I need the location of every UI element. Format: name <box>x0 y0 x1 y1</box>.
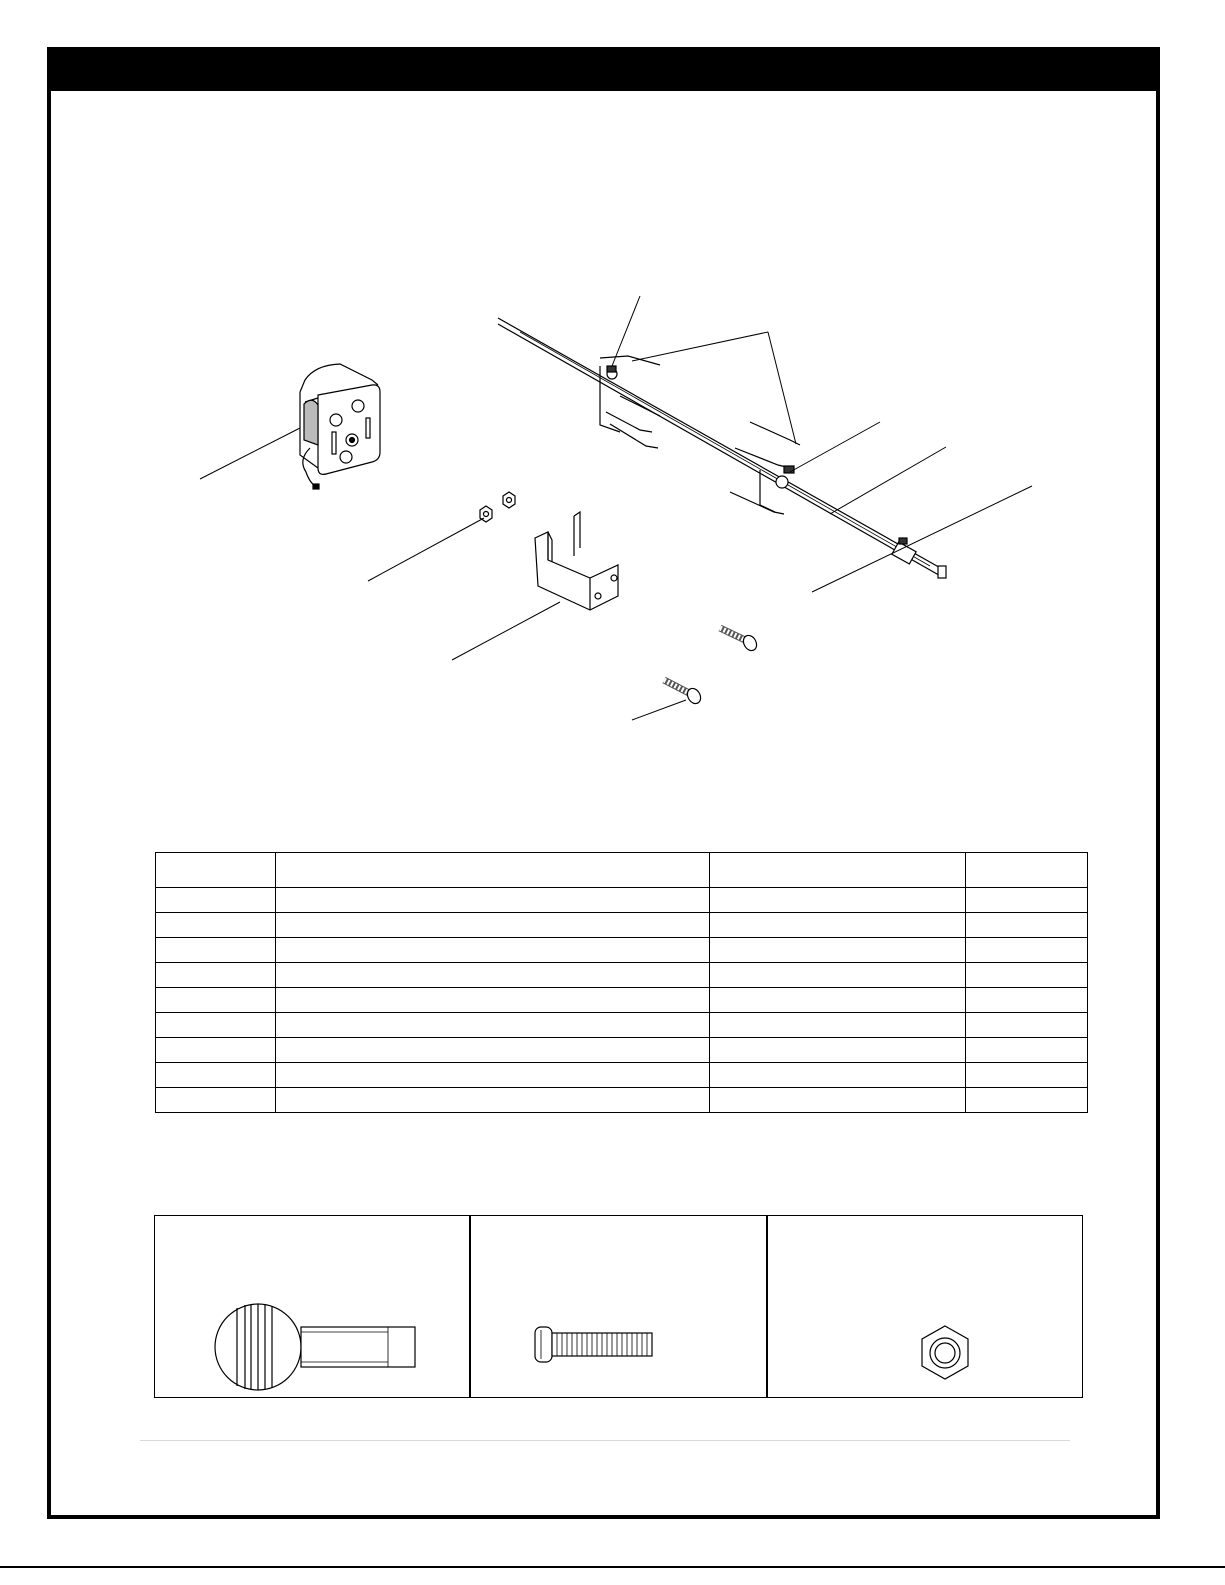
table-header-row <box>156 853 1088 888</box>
table-cell <box>156 1013 276 1038</box>
table-cell <box>156 988 276 1013</box>
table-row <box>156 988 1088 1013</box>
table-cell <box>276 913 710 938</box>
parts-list-table <box>155 852 1088 1113</box>
footer-rule <box>140 1440 1070 1441</box>
table-cell <box>966 1013 1088 1038</box>
table-cell <box>156 913 276 938</box>
table-cell <box>966 1038 1088 1063</box>
hex-nut-icon <box>922 1326 968 1379</box>
bottom-rule <box>0 1566 1225 1568</box>
table-cell <box>156 1038 276 1063</box>
table-row <box>156 938 1088 963</box>
table-row <box>156 1063 1088 1088</box>
header-cell <box>710 853 966 888</box>
meat-fork-icon <box>730 422 800 514</box>
table-cell <box>156 888 276 913</box>
table-row <box>156 1088 1088 1113</box>
hardware-pack-box <box>154 1215 1083 1398</box>
table-cell <box>276 988 710 1013</box>
table-cell <box>156 963 276 988</box>
header-cell <box>276 853 710 888</box>
table-row <box>156 888 1088 913</box>
table-cell <box>156 1063 276 1088</box>
table-cell <box>710 1088 966 1113</box>
table-cell <box>966 938 1088 963</box>
meat-fork-icon <box>600 356 660 448</box>
table-cell <box>710 1013 966 1038</box>
table-cell <box>710 1063 966 1088</box>
table-cell <box>966 963 1088 988</box>
table-cell <box>710 913 966 938</box>
table-row <box>156 963 1088 988</box>
table-cell <box>276 1063 710 1088</box>
header-cell <box>966 853 1088 888</box>
table-cell <box>710 1038 966 1063</box>
spit-rod-icon <box>498 318 946 578</box>
table-cell <box>710 988 966 1013</box>
table-cell <box>966 913 1088 938</box>
header-cell <box>156 853 276 888</box>
table-row <box>156 1013 1088 1038</box>
table-row <box>156 1038 1088 1063</box>
bolt-icon <box>535 1327 652 1362</box>
table-cell <box>276 888 710 913</box>
table-cell <box>276 1088 710 1113</box>
table-cell <box>276 1013 710 1038</box>
table-cell <box>276 963 710 988</box>
thumbscrew-icon <box>720 628 759 653</box>
table-cell <box>710 938 966 963</box>
motor-bracket-icon <box>535 512 618 610</box>
table-cell <box>710 888 966 913</box>
motor-icon <box>300 364 380 489</box>
table-cell <box>276 1038 710 1063</box>
table-cell <box>710 963 966 988</box>
table-cell <box>276 938 710 963</box>
table-cell <box>156 1088 276 1113</box>
thumbscrew-icon <box>215 1304 415 1390</box>
hex-nut-icon <box>503 492 515 508</box>
table-cell <box>966 988 1088 1013</box>
thumbscrew-icon <box>664 680 703 706</box>
table-cell <box>966 1063 1088 1088</box>
table-cell <box>966 888 1088 913</box>
table-cell <box>966 1088 1088 1113</box>
table-row <box>156 913 1088 938</box>
table-cell <box>156 938 276 963</box>
